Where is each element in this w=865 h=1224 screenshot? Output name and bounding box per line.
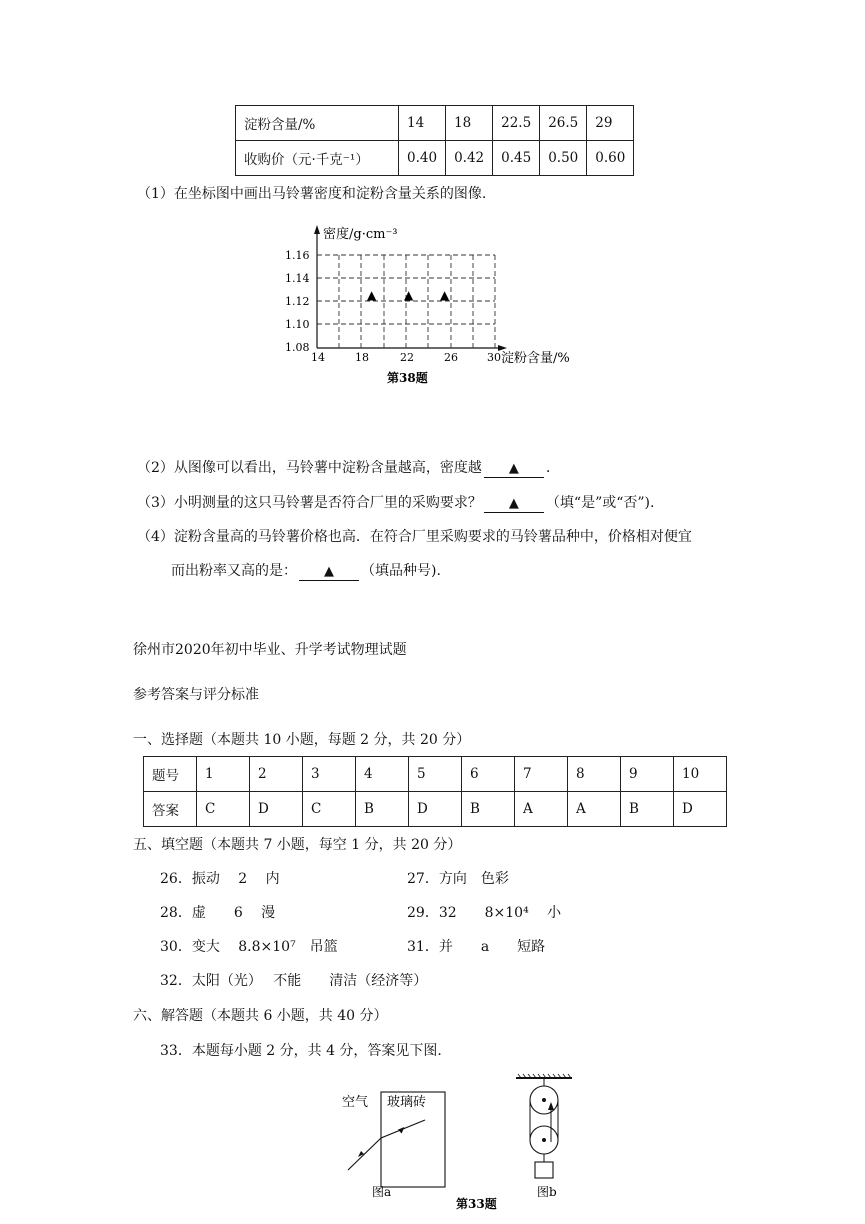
table-cell: 9 — [621, 757, 674, 792]
section-1-heading: 一、选择题（本题共 10 小题，每题 2 分，共 20 分） — [133, 732, 471, 748]
answer-blank: ▲ — [484, 461, 544, 478]
figure-caption: 第38题 — [387, 371, 428, 385]
question-text: . — [545, 460, 551, 476]
fill-answer: 31．并 a 短路 — [407, 939, 546, 955]
x-tick: 18 — [355, 351, 369, 364]
table-cell: 29 — [587, 106, 634, 141]
table-cell: 4 — [356, 757, 409, 792]
pull-arrow — [548, 1102, 554, 1110]
table-row — [144, 792, 727, 827]
question-4-line-2 — [171, 560, 441, 581]
answer-blank: ▲ — [484, 496, 544, 513]
y-tick: 1.14 — [285, 272, 310, 285]
air-label: 空气 — [342, 1095, 369, 1110]
x-tick: 22 — [400, 351, 414, 364]
row-label: 淀粉含量/% — [236, 106, 399, 141]
question-3 — [137, 492, 654, 513]
table-cell: 10 — [674, 757, 727, 792]
fill-answer: 32．太阳（光） 不能 清洁（经济等） — [160, 973, 428, 989]
table-cell: B — [621, 792, 674, 827]
figure-b-label: 图b — [537, 1185, 557, 1199]
row-label: 答案 — [144, 792, 197, 827]
table-cell: 1 — [197, 757, 250, 792]
x-tick: 26 — [444, 351, 458, 364]
question-4-line-1: （4）淀粉含量高的马铃薯价格也高．在符合厂里采购要求的马铃薯品种中，价格相对便宜 — [137, 529, 692, 545]
y-tick: 1.12 — [285, 295, 310, 308]
answer-title: 徐州市2020年初中毕业、升学考试物理试题 — [133, 642, 407, 658]
table-cell: A — [515, 792, 568, 827]
fill-answer: 28．虚 6 漫 — [160, 905, 276, 921]
fill-answer: 29．32 8×10⁴ 小 — [407, 905, 562, 921]
table-cell: C — [303, 792, 356, 827]
table-row — [236, 106, 634, 141]
density-graph — [285, 222, 615, 387]
placeholder-marker: ▲ — [367, 288, 377, 302]
y-tick: 1.10 — [285, 318, 310, 331]
placeholder-marker: ▲ — [404, 288, 414, 302]
row-label: 题号 — [144, 757, 197, 792]
x-tick: 30 — [487, 351, 501, 364]
question-1: （1）在坐标图中画出马铃薯密度和淀粉含量关系的图像. — [137, 186, 487, 202]
table-cell: 5 — [409, 757, 462, 792]
table-cell: A — [568, 792, 621, 827]
figure-caption: 第33题 — [456, 1197, 497, 1211]
table-row — [144, 757, 727, 792]
answer-blank: ▲ — [299, 564, 359, 581]
question-text: （填“是”或“否”). — [545, 495, 655, 511]
question-text: 而出粉率又高的是： — [171, 563, 297, 579]
table-cell: 0.45 — [493, 141, 540, 176]
table-cell: 7 — [515, 757, 568, 792]
table-cell: 2 — [250, 757, 303, 792]
table-cell: 6 — [462, 757, 515, 792]
fill-answer: 27．方向 色彩 — [407, 871, 509, 887]
question-text: （3）小明测量的这只马铃薯是否符合厂里的采购要求？ — [137, 495, 482, 511]
x-axis-label: 淀粉含量/% — [501, 351, 570, 366]
row-label: 收购价（元·千克⁻¹） — [236, 141, 399, 176]
table-cell: 8 — [568, 757, 621, 792]
y-axis-label: 密度/g·cm⁻³ — [323, 227, 398, 242]
table-cell: 0.42 — [446, 141, 493, 176]
answer-subtitle: 参考答案与评分标准 — [133, 687, 259, 703]
table-cell: D — [250, 792, 303, 827]
table-cell: D — [674, 792, 727, 827]
weight-block — [535, 1162, 553, 1178]
placeholder-marker: ▲ — [440, 288, 450, 302]
fill-answer: 30．变大 8.8×10⁷ 吊篮 — [160, 939, 338, 955]
section-6-heading: 六、解答题（本题共 6 小题，共 40 分） — [133, 1008, 388, 1024]
table-cell: 0.40 — [399, 141, 446, 176]
y-tick: 1.08 — [285, 341, 310, 354]
figure-33 — [330, 1072, 590, 1212]
starch-table — [235, 105, 634, 176]
incident-ray — [348, 1138, 381, 1170]
x-tick: 14 — [311, 351, 325, 364]
table-cell: 0.60 — [587, 141, 634, 176]
y-tick: 1.16 — [285, 249, 310, 262]
table-cell: 18 — [446, 106, 493, 141]
table-cell: B — [462, 792, 515, 827]
figure-a-label: 图a — [372, 1185, 392, 1199]
glass-label: 玻璃砖 — [387, 1095, 427, 1110]
table-cell: 14 — [399, 106, 446, 141]
table-cell: C — [197, 792, 250, 827]
table-row — [236, 141, 634, 176]
table-cell: 0.50 — [540, 141, 587, 176]
table-cell: D — [409, 792, 462, 827]
table-cell: 3 — [303, 757, 356, 792]
question-text: （填品种号). — [361, 563, 441, 579]
section-5-heading: 五、填空题（本题共 7 小题，每空 1 分，共 20 分） — [133, 837, 462, 853]
question-2 — [137, 457, 550, 478]
fill-answer: 26．振动 2 内 — [160, 871, 280, 887]
table-cell: 26.5 — [540, 106, 587, 141]
question-text: （2）从图像可以看出，马铃薯中淀粉含量越高，密度越 — [137, 460, 482, 476]
table-cell: 22.5 — [493, 106, 540, 141]
answer-table — [143, 756, 727, 827]
table-cell: B — [356, 792, 409, 827]
question-33: 33．本题每小题 2 分，共 4 分，答案见下图. — [160, 1043, 442, 1059]
